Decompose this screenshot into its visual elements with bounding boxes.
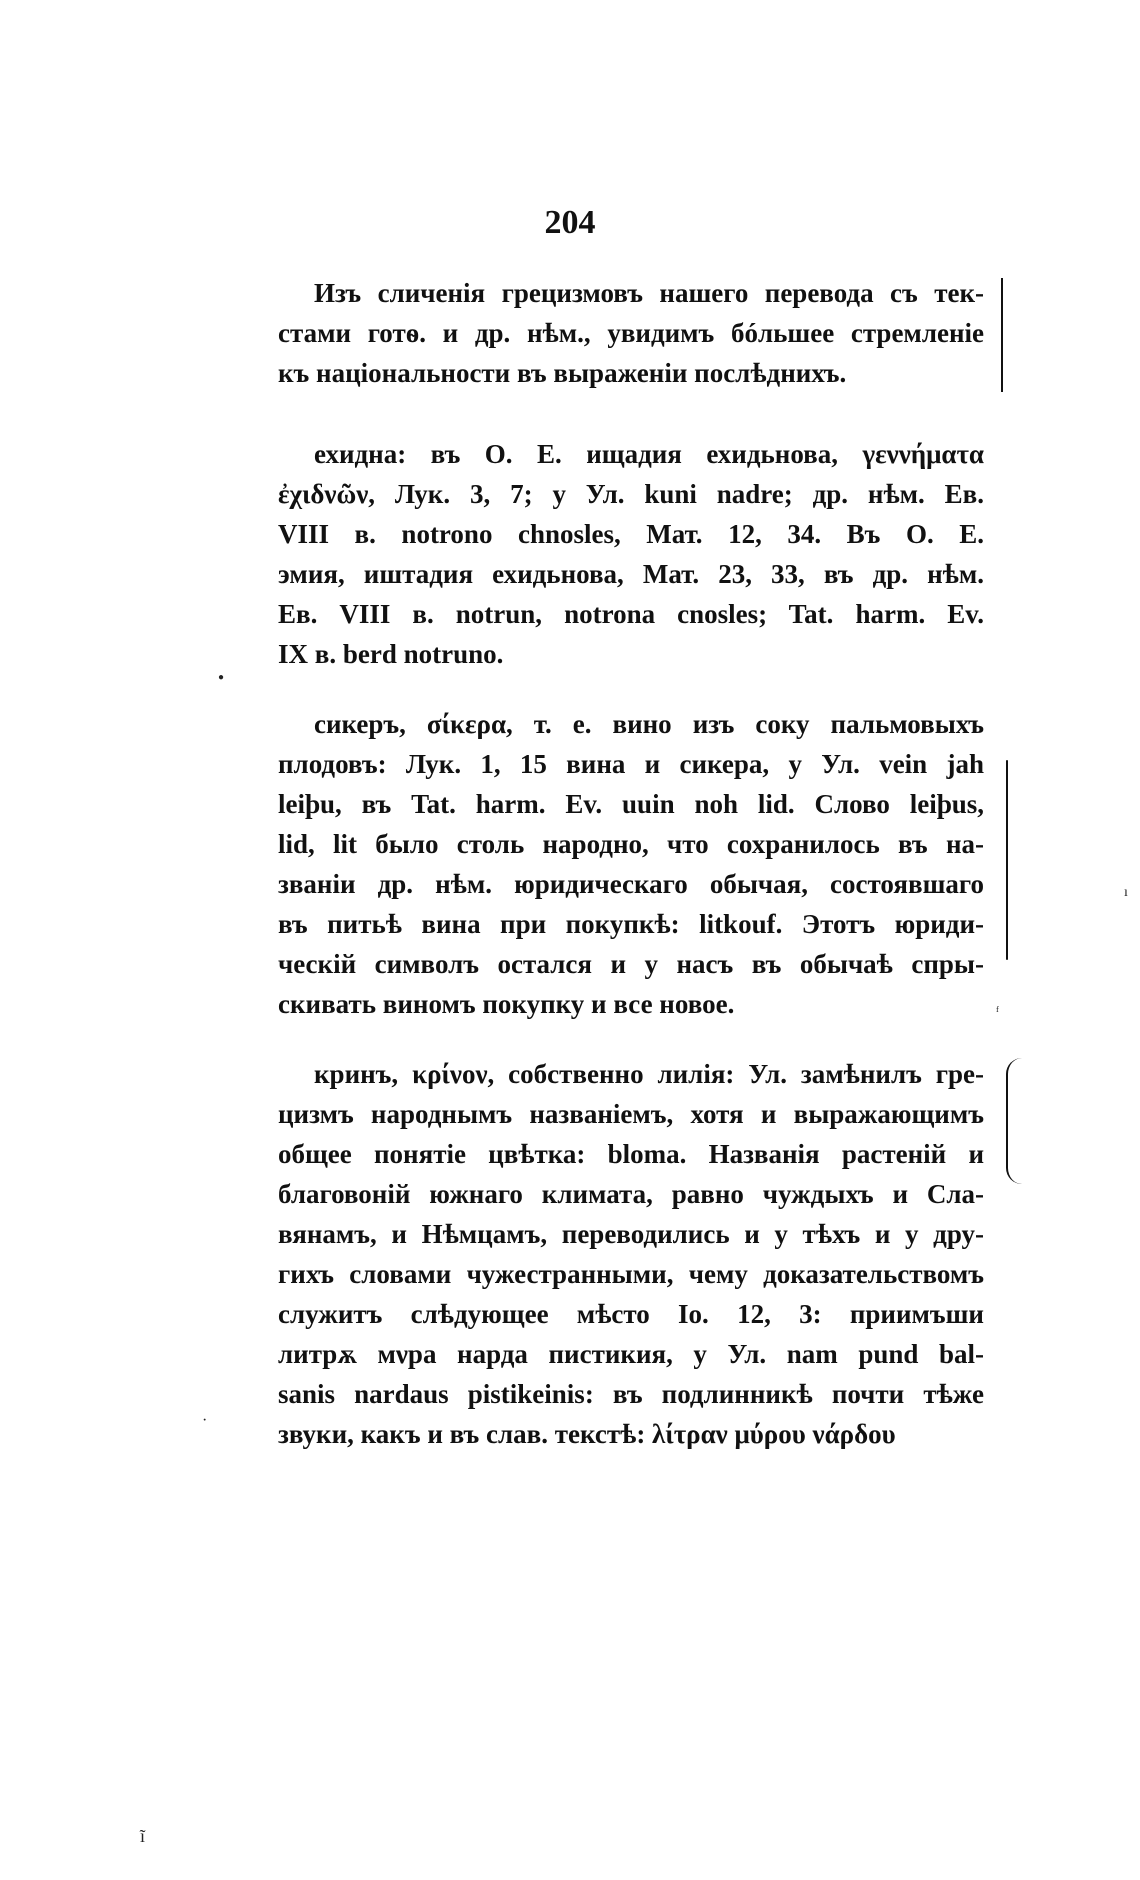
text-line: цизмъ народнымъ названіемъ, хотя и выражающимъ xyxy=(278,1099,984,1129)
text-line: Изъ сличенія грецизмовъ нашего перевода съ тек- xyxy=(314,278,984,308)
margin-tick-mark: ᶠ xyxy=(996,1005,999,1020)
margin-mark-bracket xyxy=(1006,1058,1024,1184)
text-line: lid, lit было столь народно, что сохранилось въ на- xyxy=(278,829,984,859)
paragraph-ekhidna xyxy=(278,434,984,674)
margin-tick-mark: · xyxy=(202,1412,208,1429)
paragraph-grecisms-intro xyxy=(278,273,984,393)
text-line: сикеръ, σίκερα, т. е. вино изъ соку пальмовыхъ xyxy=(314,709,984,739)
text-line: ἐχιδνῶν, Лук. 3, 7; у Ул. kuni nadre; др. нѣм. Ев. xyxy=(278,479,984,509)
margin-tick-mark: ĩ xyxy=(140,1826,146,1846)
margin-tick-mark: ı xyxy=(1124,885,1128,900)
text-line: Ев. VIII в. notrun, notrona cnosles; Tat. harm. Ev. xyxy=(278,599,984,629)
paragraph-siker xyxy=(278,704,984,1024)
text-line: IX в. berd notruno. xyxy=(278,639,504,669)
text-line: ческій символъ остался и у насъ въ обычаѣ спры- xyxy=(278,949,984,979)
text-line: ехидна: въ О. Е. ищадия ехидьнова, γεννήματα xyxy=(314,439,984,469)
text-line: эмия, иштадия ехидьнова, Мат. 23, 33, въ др. нѣм. xyxy=(278,559,984,589)
text-line: кринъ, κρίνον, собственно лилія: Ул. замѣнилъ гре- xyxy=(314,1059,984,1089)
text-line: служитъ слѣдующее мѣсто Іо. 12, 3: приимъши xyxy=(278,1299,984,1329)
text-line: къ національности въ выраженіи послѣднихъ. xyxy=(278,358,847,388)
text-line: leiþu, въ Tat. harm. Ev. uuin noh lid. Слово leiþus, xyxy=(278,789,984,819)
margin-dot-mark: ● xyxy=(218,672,225,683)
text-line: звуки, какъ и въ слав. текстѣ: λίτραν μύρου νάρδου xyxy=(278,1419,896,1449)
text-line: плодовъ: Лук. 1, 15 вина и сикера, у Ул. vein jah xyxy=(278,749,984,779)
text-line: гихъ словами чужестранными, чему доказательствомъ xyxy=(278,1259,984,1289)
text-line: общее понятіе цвѣтка: bloma. Названія растеній и xyxy=(278,1139,984,1169)
text-line: стами готѳ. и др. нѣм., увидимъ бóльшее стремленіе xyxy=(278,318,984,348)
text-line: скивать виномъ покупку и все новое. xyxy=(278,989,735,1019)
paragraph-krin xyxy=(278,1054,984,1454)
page-number: 204 xyxy=(544,204,596,241)
text-line: въ питьѣ вина при покупкѣ: litkouf. Этотъ юриди- xyxy=(278,909,984,939)
text-line: благовоній южнаго климата, равно чуждыхъ и Сла- xyxy=(278,1179,984,1209)
text-line: званіи др. нѣм. юридическаго обычая, состоявшаго xyxy=(278,869,984,899)
margin-mark-line xyxy=(1006,760,1008,960)
text-line: VIII в. notrono chnosles, Мат. 12, 34. Въ О. Е. xyxy=(278,519,984,549)
text-line: литрѫ мνра нарда пистикия, у Ул. nam pund bal- xyxy=(278,1339,984,1369)
margin-mark-line xyxy=(1001,278,1003,392)
text-line: вянамъ, и Нѣмцамъ, переводились и у тѣхъ и у дру- xyxy=(278,1219,984,1249)
text-line: sanis nardaus pistikeinis: въ подлинникѣ почти тѣже xyxy=(278,1379,984,1409)
